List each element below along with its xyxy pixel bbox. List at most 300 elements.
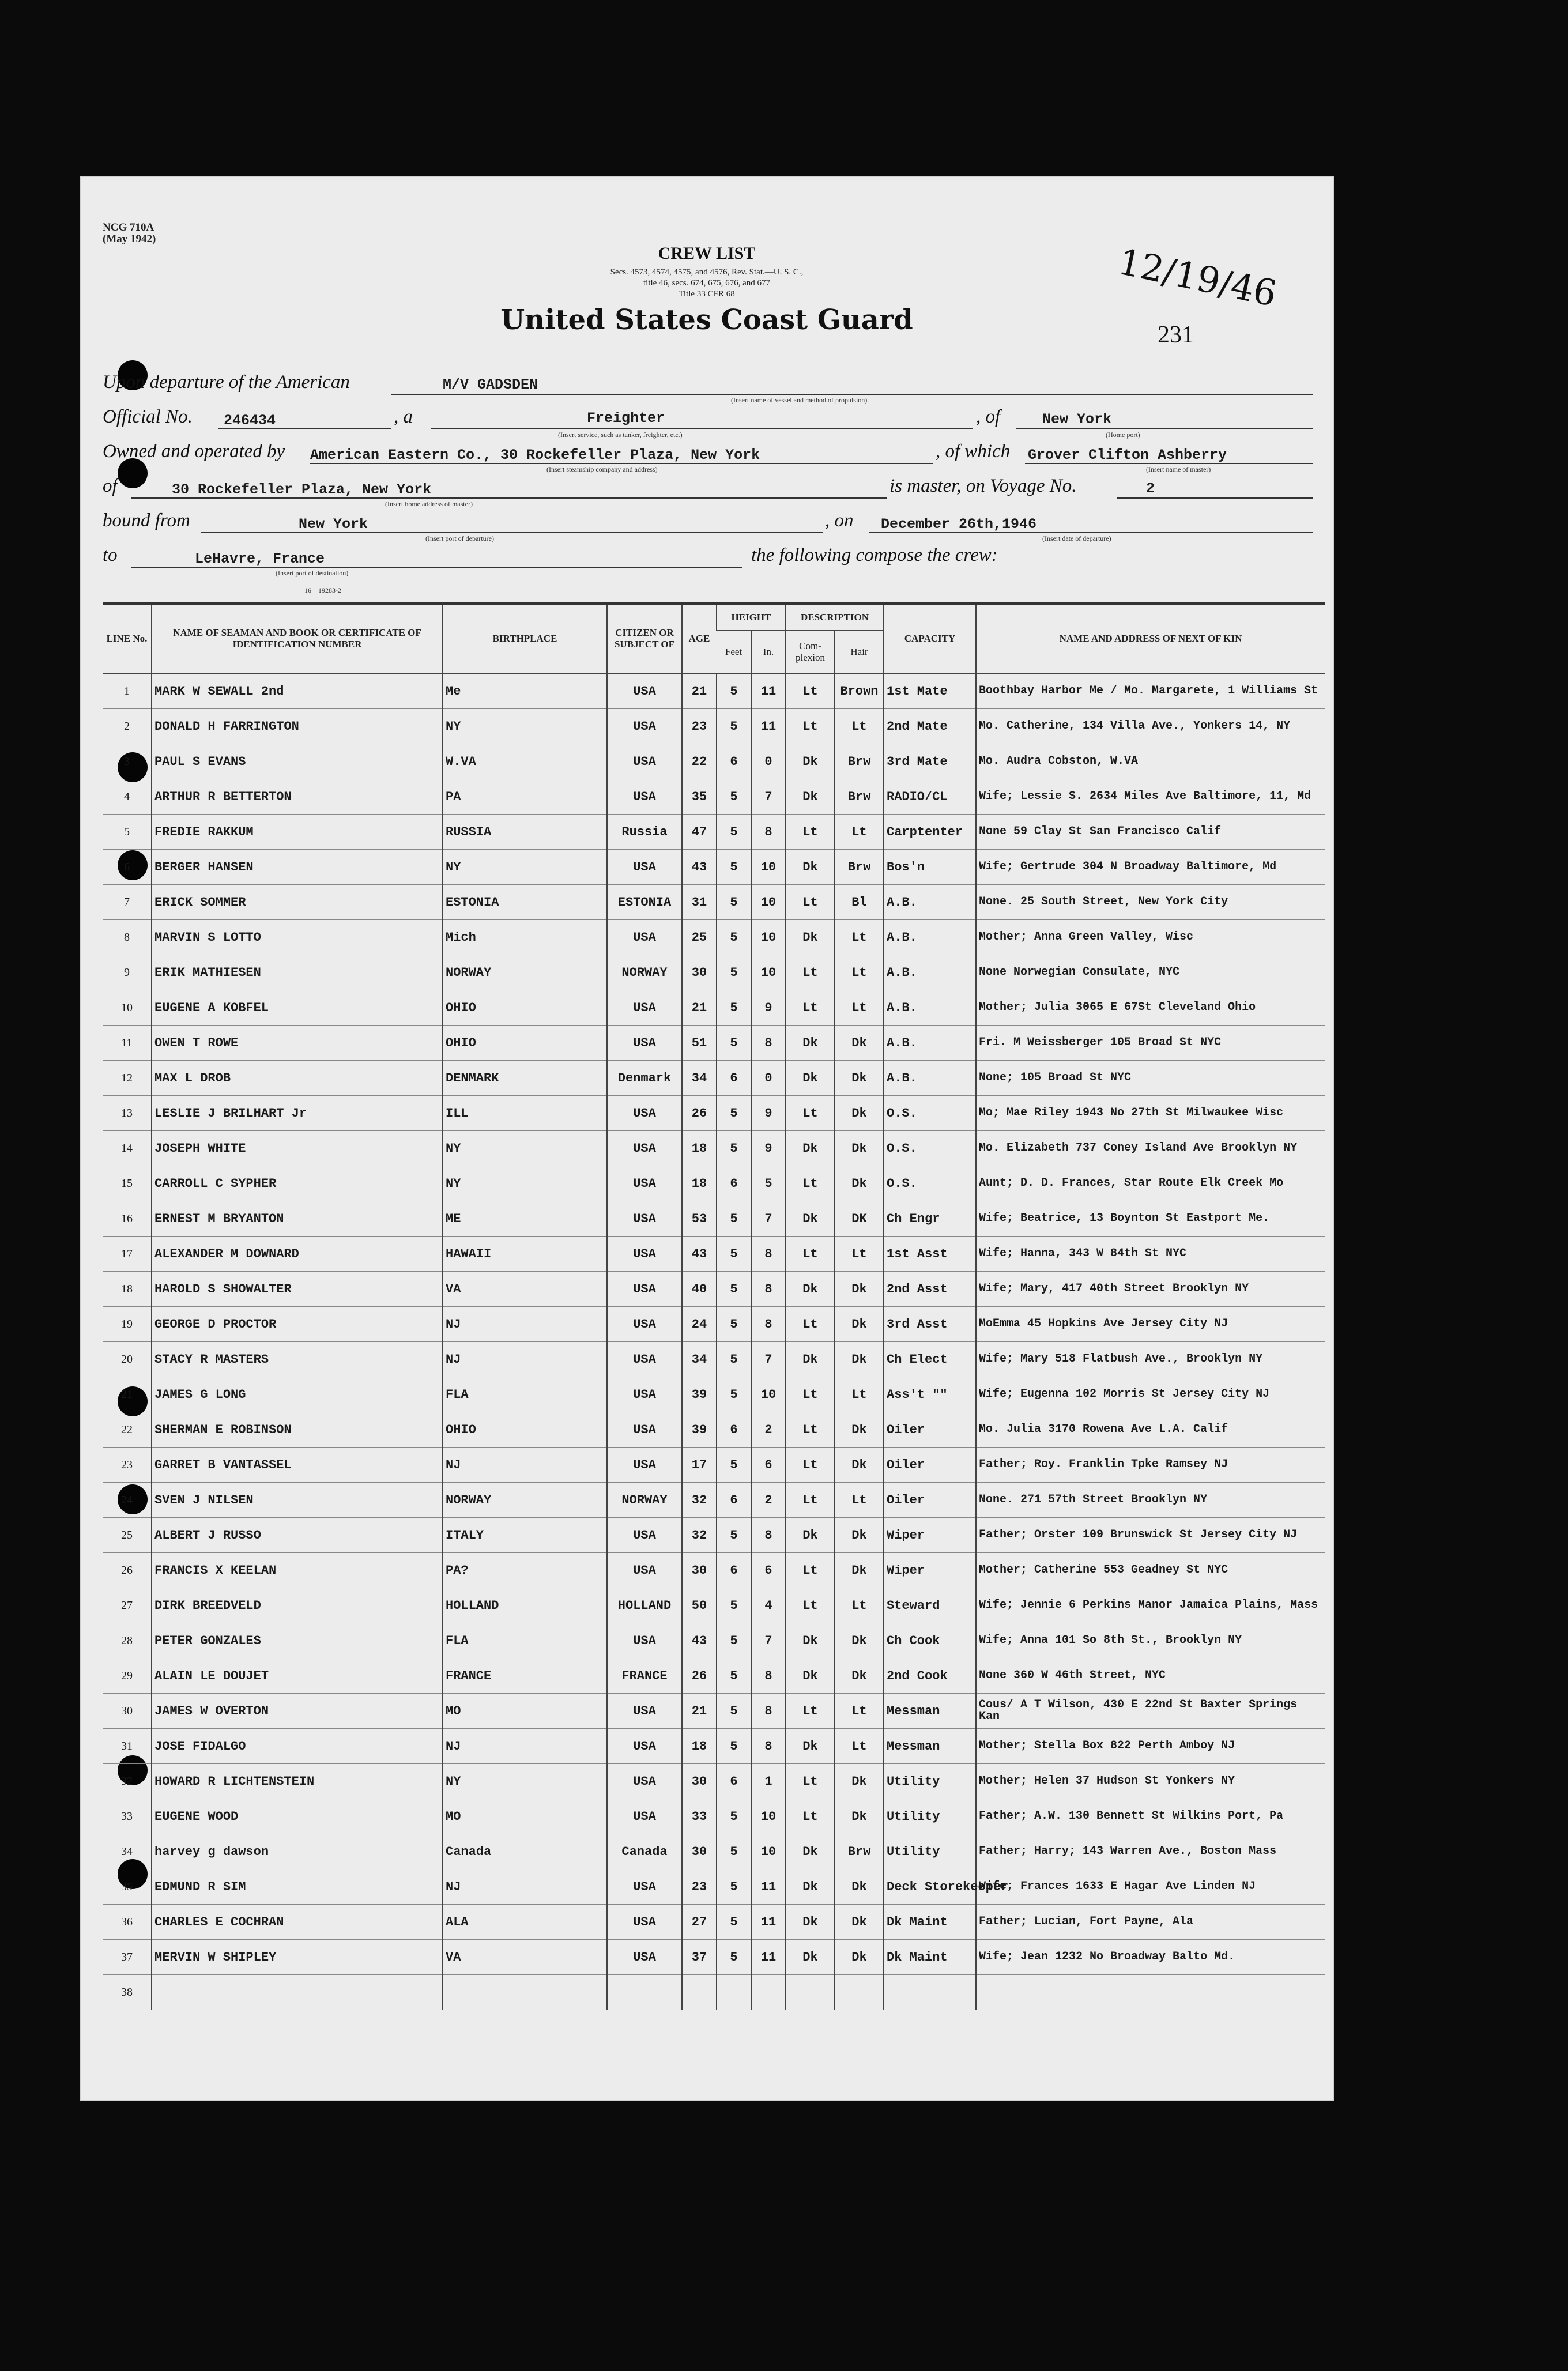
departure-port-line bbox=[201, 532, 823, 533]
a-label: , a bbox=[394, 406, 413, 427]
crew-citizen-cell: USA bbox=[607, 1166, 682, 1201]
crew-hair-cell: Lt bbox=[835, 1237, 884, 1272]
crew-complexion-cell: Dk bbox=[786, 1272, 835, 1307]
crew-birthplace-cell: Mich bbox=[443, 920, 607, 955]
crew-kin-cell: Wife; Gertrude 304 N Broadway Baltimore, Md bbox=[976, 850, 1325, 885]
crew-birthplace-cell: ITALY bbox=[443, 1518, 607, 1553]
crew-row bbox=[103, 1166, 1325, 1201]
crew-hair-cell: Bl bbox=[835, 885, 884, 920]
crew-age-cell: 47 bbox=[682, 815, 717, 850]
crew-name-cell: CARROLL C SYPHER bbox=[152, 1166, 443, 1201]
crew-citizen-cell: USA bbox=[607, 1096, 682, 1131]
crew-kin-cell: Boothbay Harbor Me / Mo. Margarete, 1 Williams St bbox=[976, 673, 1325, 709]
crew-no-cell: 13 bbox=[103, 1096, 152, 1131]
statute-line: title 46, secs. 674, 675, 676, and 677 bbox=[643, 278, 770, 288]
crew-complexion-cell: Dk bbox=[786, 850, 835, 885]
crew-age-cell: 37 bbox=[682, 1940, 717, 1975]
crew-capacity-cell: Utility bbox=[884, 1799, 976, 1834]
crew-age-cell: 27 bbox=[682, 1905, 717, 1940]
crew-name-cell bbox=[152, 1975, 443, 2010]
crew-row bbox=[103, 673, 1325, 709]
crew-name-cell: MARVIN S LOTTO bbox=[152, 920, 443, 955]
crew-no-cell: 38 bbox=[103, 1975, 152, 2010]
crew-row bbox=[103, 1658, 1325, 1694]
crew-row bbox=[103, 1026, 1325, 1061]
crew-ft-cell: 5 bbox=[717, 1377, 751, 1412]
crew-kin-cell: Wife; Mary, 417 40th Street Brooklyn NY bbox=[976, 1272, 1325, 1307]
punch-hole bbox=[118, 458, 148, 488]
crew-birthplace-cell: HOLLAND bbox=[443, 1588, 607, 1623]
crew-kin-cell: Wife; Mary 518 Flatbush Ave., Brooklyn NY bbox=[976, 1342, 1325, 1377]
crew-kin-cell: Wife; Jennie 6 Perkins Manor Jamaica Plains, Mass bbox=[976, 1588, 1325, 1623]
crew-birthplace-cell: NJ bbox=[443, 1869, 607, 1905]
master-address: 30 Rockefeller Plaza, New York bbox=[172, 481, 432, 498]
crew-kin-cell: Mother; Julia 3065 E 67St Cleveland Ohio bbox=[976, 990, 1325, 1026]
crew-hair-cell: Lt bbox=[835, 709, 884, 744]
crew-no-cell: 17 bbox=[103, 1237, 152, 1272]
crew-citizen-cell: USA bbox=[607, 1272, 682, 1307]
crew-citizen-cell: USA bbox=[607, 673, 682, 709]
crew-citizen-cell: Canada bbox=[607, 1834, 682, 1869]
crew-row bbox=[103, 744, 1325, 779]
crew-capacity-cell: Ass't "" bbox=[884, 1377, 976, 1412]
crew-complexion-cell: Lt bbox=[786, 673, 835, 709]
crew-in-cell: 8 bbox=[751, 1026, 786, 1061]
master-name: Grover Clifton Ashberry bbox=[1028, 447, 1227, 463]
crew-age-cell: 26 bbox=[682, 1658, 717, 1694]
crew-capacity-cell: Oiler bbox=[884, 1448, 976, 1483]
crew-name-cell: ALAIN LE DOUJET bbox=[152, 1658, 443, 1694]
crew-ft-cell: 5 bbox=[717, 1026, 751, 1061]
crew-ft-cell: 6 bbox=[717, 1166, 751, 1201]
crew-capacity-cell: 2nd Mate bbox=[884, 709, 976, 744]
owner-caption: (Insert steamship company and address) bbox=[546, 465, 658, 473]
crew-age-cell: 25 bbox=[682, 920, 717, 955]
crew-name-cell: DIRK BREEDVELD bbox=[152, 1588, 443, 1623]
crew-hair-cell: Brw bbox=[835, 850, 884, 885]
to-label: to bbox=[103, 545, 118, 566]
crew-kin-cell: None; 105 Broad St NYC bbox=[976, 1061, 1325, 1096]
crew-citizen-cell: USA bbox=[607, 1026, 682, 1061]
crew-name-cell: harvey g dawson bbox=[152, 1834, 443, 1869]
handwritten-date: 12/19/46 bbox=[1114, 240, 1281, 315]
crew-in-cell: 8 bbox=[751, 1729, 786, 1764]
crew-no-cell: 14 bbox=[103, 1131, 152, 1166]
form-number: NCG 710A (May 1942) bbox=[103, 221, 156, 245]
crew-kin-cell: Wife; Beatrice, 13 Boynton St Eastport Me. bbox=[976, 1201, 1325, 1237]
agency-title: United States Coast Guard bbox=[500, 304, 913, 336]
crew-row bbox=[103, 1096, 1325, 1131]
crew-birthplace-cell: ESTONIA bbox=[443, 885, 607, 920]
crew-capacity-cell: O.S. bbox=[884, 1096, 976, 1131]
crew-complexion-cell: Lt bbox=[786, 1412, 835, 1448]
crew-no-cell: 25 bbox=[103, 1518, 152, 1553]
crew-name-cell: OWEN T ROWE bbox=[152, 1026, 443, 1061]
crew-kin-cell: None 59 Clay St San Francisco Calif bbox=[976, 815, 1325, 850]
crew-capacity-cell: A.B. bbox=[884, 955, 976, 990]
crew-birthplace-cell: FLA bbox=[443, 1623, 607, 1658]
crew-row bbox=[103, 1342, 1325, 1377]
crew-kin-cell: Father; Roy. Franklin Tpke Ramsey NJ bbox=[976, 1448, 1325, 1483]
crew-complexion-cell: Lt bbox=[786, 1237, 835, 1272]
crew-ft-cell: 5 bbox=[717, 1131, 751, 1166]
crew-birthplace-cell bbox=[443, 1975, 607, 2010]
crew-citizen-cell: USA bbox=[607, 920, 682, 955]
crew-capacity-cell: Wiper bbox=[884, 1553, 976, 1588]
crew-age-cell: 40 bbox=[682, 1272, 717, 1307]
crew-ft-cell: 5 bbox=[717, 1694, 751, 1729]
crew-name-cell: ARTHUR R BETTERTON bbox=[152, 779, 443, 815]
crew-ft-cell: 5 bbox=[717, 1940, 751, 1975]
crew-citizen-cell: USA bbox=[607, 1694, 682, 1729]
departure-date: December 26th,1946 bbox=[881, 516, 1037, 533]
crew-row bbox=[103, 1694, 1325, 1729]
crew-kin-cell bbox=[976, 1975, 1325, 2010]
crew-age-cell: 30 bbox=[682, 1553, 717, 1588]
service-line bbox=[431, 428, 973, 429]
crew-complexion-cell: Dk bbox=[786, 779, 835, 815]
crew-capacity-cell: Ch Engr bbox=[884, 1201, 976, 1237]
crew-hair-cell: Dk bbox=[835, 1869, 884, 1905]
col-kin: NAME AND ADDRESS OF NEXT OF KIN bbox=[976, 604, 1325, 673]
crew-no-cell: 30 bbox=[103, 1694, 152, 1729]
crew-hair-cell: Lt bbox=[835, 1588, 884, 1623]
crew-name-cell: MARK W SEWALL 2nd bbox=[152, 673, 443, 709]
crew-birthplace-cell: OHIO bbox=[443, 990, 607, 1026]
crew-no-cell: 24 bbox=[103, 1483, 152, 1518]
crew-age-cell: 43 bbox=[682, 1623, 717, 1658]
crew-ft-cell: 5 bbox=[717, 709, 751, 744]
crew-name-cell: FRANCIS X KEELAN bbox=[152, 1553, 443, 1588]
crew-name-cell: ERNEST M BRYANTON bbox=[152, 1201, 443, 1237]
crew-kin-cell: Wife; Frances 1633 E Hagar Ave Linden NJ bbox=[976, 1869, 1325, 1905]
crew-birthplace-cell: HAWAII bbox=[443, 1237, 607, 1272]
master-caption: (Insert name of master) bbox=[1146, 465, 1211, 473]
crew-no-cell: 10 bbox=[103, 990, 152, 1026]
crew-name-cell: EDMUND R SIM bbox=[152, 1869, 443, 1905]
crew-birthplace-cell: PA bbox=[443, 779, 607, 815]
crew-ft-cell: 5 bbox=[717, 1307, 751, 1342]
on-label: , on bbox=[825, 510, 854, 531]
crew-row bbox=[103, 1799, 1325, 1834]
col-citizen: CITIZEN OR SUBJECT OF bbox=[607, 604, 682, 673]
crew-no-cell: 36 bbox=[103, 1905, 152, 1940]
voyage-number: 2 bbox=[1146, 480, 1155, 497]
crew-ft-cell: 5 bbox=[717, 850, 751, 885]
crew-name-cell: CHARLES E COCHRAN bbox=[152, 1905, 443, 1940]
crew-in-cell: 8 bbox=[751, 1694, 786, 1729]
crew-name-cell: STACY R MASTERS bbox=[152, 1342, 443, 1377]
crew-complexion-cell: Lt bbox=[786, 990, 835, 1026]
destination-caption: (Insert port of destination) bbox=[276, 569, 349, 577]
crew-capacity-cell: RADIO/CL bbox=[884, 779, 976, 815]
crew-no-cell: 19 bbox=[103, 1307, 152, 1342]
crew-ft-cell: 5 bbox=[717, 1834, 751, 1869]
crew-no-cell: 15 bbox=[103, 1166, 152, 1201]
crew-age-cell: 39 bbox=[682, 1412, 717, 1448]
crew-capacity-cell: Ch Elect bbox=[884, 1342, 976, 1377]
crew-age-cell: 21 bbox=[682, 673, 717, 709]
crew-ft-cell bbox=[717, 1975, 751, 2010]
crew-citizen-cell: ESTONIA bbox=[607, 885, 682, 920]
crew-complexion-cell: Dk bbox=[786, 1342, 835, 1377]
crew-name-cell: ALEXANDER M DOWNARD bbox=[152, 1237, 443, 1272]
crew-kin-cell: MoEmma 45 Hopkins Ave Jersey City NJ bbox=[976, 1307, 1325, 1342]
crew-complexion-cell: Dk bbox=[786, 1834, 835, 1869]
crew-age-cell: 30 bbox=[682, 955, 717, 990]
crew-hair-cell: Lt bbox=[835, 1729, 884, 1764]
crew-in-cell: 6 bbox=[751, 1448, 786, 1483]
crew-in-cell: 11 bbox=[751, 1905, 786, 1940]
crew-row bbox=[103, 1553, 1325, 1588]
crew-ft-cell: 5 bbox=[717, 1588, 751, 1623]
crew-row bbox=[103, 709, 1325, 744]
crew-kin-cell: Father; Orster 109 Brunswick St Jersey City NJ bbox=[976, 1518, 1325, 1553]
departure-port: New York bbox=[299, 516, 368, 533]
crew-kin-cell: Wife; Hanna, 343 W 84th St NYC bbox=[976, 1237, 1325, 1272]
crew-no-cell: 16 bbox=[103, 1201, 152, 1237]
crew-complexion-cell: Dk bbox=[786, 1658, 835, 1694]
destination-port: LeHavre, France bbox=[195, 551, 325, 567]
crew-capacity-cell: Utility bbox=[884, 1834, 976, 1869]
crew-table bbox=[103, 602, 1325, 2010]
crew-citizen-cell: USA bbox=[607, 779, 682, 815]
crew-capacity-cell: Utility bbox=[884, 1764, 976, 1799]
crew-complexion-cell: Dk bbox=[786, 920, 835, 955]
crew-row bbox=[103, 1412, 1325, 1448]
crew-age-cell: 17 bbox=[682, 1448, 717, 1483]
crew-citizen-cell: USA bbox=[607, 1342, 682, 1377]
crew-kin-cell: Wife; Lessie S. 2634 Miles Ave Baltimore, 11, Md bbox=[976, 779, 1325, 815]
page-number: 231 bbox=[1158, 322, 1194, 348]
crew-no-cell: 26 bbox=[103, 1553, 152, 1588]
crew-complexion-cell: Lt bbox=[786, 1799, 835, 1834]
crew-ft-cell: 6 bbox=[717, 744, 751, 779]
crew-capacity-cell: Carptenter bbox=[884, 815, 976, 850]
crew-birthplace-cell: NORWAY bbox=[443, 1483, 607, 1518]
crew-row bbox=[103, 1588, 1325, 1623]
crew-hair-cell: Dk bbox=[835, 1553, 884, 1588]
crew-hair-cell: Dk bbox=[835, 1307, 884, 1342]
crew-age-cell: 30 bbox=[682, 1834, 717, 1869]
crew-birthplace-cell: Canada bbox=[443, 1834, 607, 1869]
crew-ft-cell: 5 bbox=[717, 1799, 751, 1834]
crew-age-cell bbox=[682, 1975, 717, 2010]
crew-row bbox=[103, 920, 1325, 955]
crew-capacity-cell: 2nd Cook bbox=[884, 1658, 976, 1694]
crew-birthplace-cell: NJ bbox=[443, 1342, 607, 1377]
crew-kin-cell: Father; Harry; 143 Warren Ave., Boston Mass bbox=[976, 1834, 1325, 1869]
col-capacity: CAPACITY bbox=[884, 604, 976, 673]
crew-complexion-cell: Lt bbox=[786, 1553, 835, 1588]
crew-hair-cell: Brw bbox=[835, 779, 884, 815]
crew-birthplace-cell: NJ bbox=[443, 1307, 607, 1342]
crew-citizen-cell: NORWAY bbox=[607, 955, 682, 990]
crew-no-cell: 22 bbox=[103, 1412, 152, 1448]
crew-complexion-cell: Dk bbox=[786, 1061, 835, 1096]
crew-ft-cell: 5 bbox=[717, 920, 751, 955]
crew-name-cell: JOSEPH WHITE bbox=[152, 1131, 443, 1166]
crew-citizen-cell: USA bbox=[607, 1237, 682, 1272]
crew-no-cell: 9 bbox=[103, 955, 152, 990]
crew-in-cell: 7 bbox=[751, 1342, 786, 1377]
crew-hair-cell: Dk bbox=[835, 1272, 884, 1307]
crew-in-cell: 9 bbox=[751, 990, 786, 1026]
crew-age-cell: 22 bbox=[682, 744, 717, 779]
col-birthplace: BIRTHPLACE bbox=[443, 604, 607, 673]
crew-hair-cell: Lt bbox=[835, 920, 884, 955]
crew-ft-cell: 5 bbox=[717, 1448, 751, 1483]
crew-capacity-cell: 3rd Mate bbox=[884, 744, 976, 779]
crew-row bbox=[103, 1201, 1325, 1237]
crew-capacity-cell: Steward bbox=[884, 1588, 976, 1623]
col-description: DESCRIPTION bbox=[786, 604, 884, 631]
crew-kin-cell: Wife; Jean 1232 No Broadway Balto Md. bbox=[976, 1940, 1325, 1975]
crew-row bbox=[103, 1518, 1325, 1553]
crew-capacity-cell: Deck Storekeeper bbox=[884, 1869, 976, 1905]
crew-name-cell: DONALD H FARRINGTON bbox=[152, 709, 443, 744]
crew-name-cell: SVEN J NILSEN bbox=[152, 1483, 443, 1518]
crew-row bbox=[103, 990, 1325, 1026]
crew-capacity-cell: A.B. bbox=[884, 990, 976, 1026]
crew-hair-cell: Brown bbox=[835, 673, 884, 709]
crew-row bbox=[103, 1307, 1325, 1342]
crew-no-cell: 31 bbox=[103, 1729, 152, 1764]
crew-in-cell: 4 bbox=[751, 1588, 786, 1623]
crew-hair-cell: Dk bbox=[835, 1096, 884, 1131]
crew-row bbox=[103, 1975, 1325, 2010]
crew-complexion-cell: Dk bbox=[786, 1940, 835, 1975]
crew-kin-cell: Mo; Mae Riley 1943 No 27th St Milwaukee Wisc bbox=[976, 1096, 1325, 1131]
crew-in-cell: 0 bbox=[751, 1061, 786, 1096]
crew-capacity-cell: Bos'n bbox=[884, 850, 976, 885]
crew-ft-cell: 5 bbox=[717, 815, 751, 850]
crew-name-cell: LESLIE J BRILHART Jr bbox=[152, 1096, 443, 1131]
crew-hair-cell: Dk bbox=[835, 1905, 884, 1940]
crew-hair-cell: Dk bbox=[835, 1623, 884, 1658]
of-which-label: , of which bbox=[936, 441, 1011, 462]
crew-birthplace-cell: FLA bbox=[443, 1377, 607, 1412]
crew-name-cell: PETER GONZALES bbox=[152, 1623, 443, 1658]
crew-citizen-cell bbox=[607, 1975, 682, 2010]
crew-citizen-cell: USA bbox=[607, 1869, 682, 1905]
crew-citizen-cell: USA bbox=[607, 850, 682, 885]
crew-row bbox=[103, 1377, 1325, 1412]
crew-capacity-cell: 1st Mate bbox=[884, 673, 976, 709]
crew-complexion-cell: Lt bbox=[786, 1166, 835, 1201]
crew-no-cell: 6 bbox=[103, 850, 152, 885]
crew-citizen-cell: USA bbox=[607, 1448, 682, 1483]
crew-no-cell: 11 bbox=[103, 1026, 152, 1061]
crew-row bbox=[103, 1272, 1325, 1307]
bound-from-label: bound from bbox=[103, 510, 190, 531]
crew-complexion-cell: Dk bbox=[786, 1131, 835, 1166]
crew-name-cell: GEORGE D PROCTOR bbox=[152, 1307, 443, 1342]
crew-kin-cell: Cous/ A T Wilson, 430 E 22nd St Baxter Springs Kan bbox=[976, 1694, 1325, 1729]
crew-complexion-cell: Lt bbox=[786, 1764, 835, 1799]
crew-ft-cell: 5 bbox=[717, 1342, 751, 1377]
crew-capacity-cell: Oiler bbox=[884, 1483, 976, 1518]
crew-age-cell: 34 bbox=[682, 1061, 717, 1096]
crew-name-cell: ERICK SOMMER bbox=[152, 885, 443, 920]
crew-kin-cell: Wife; Eugenna 102 Morris St Jersey City NJ bbox=[976, 1377, 1325, 1412]
crew-hair-cell: Lt bbox=[835, 955, 884, 990]
crew-row bbox=[103, 1237, 1325, 1272]
crew-hair-cell: Dk bbox=[835, 1131, 884, 1166]
col-age: AGE bbox=[682, 604, 717, 673]
crew-ft-cell: 5 bbox=[717, 1729, 751, 1764]
crew-birthplace-cell: VA bbox=[443, 1272, 607, 1307]
crew-hair-cell: Dk bbox=[835, 1940, 884, 1975]
crew-ft-cell: 5 bbox=[717, 1201, 751, 1237]
crew-age-cell: 18 bbox=[682, 1131, 717, 1166]
crew-birthplace-cell: MO bbox=[443, 1694, 607, 1729]
crew-age-cell: 35 bbox=[682, 779, 717, 815]
crew-name-cell: PAUL S EVANS bbox=[152, 744, 443, 779]
crew-no-cell: 1 bbox=[103, 673, 152, 709]
crew-row bbox=[103, 1869, 1325, 1905]
crew-hair-cell: Brw bbox=[835, 744, 884, 779]
crew-name-cell: FREDIE RAKKUM bbox=[152, 815, 443, 850]
crew-complexion-cell: Dk bbox=[786, 1869, 835, 1905]
crew-complexion-cell bbox=[786, 1975, 835, 2010]
crew-kin-cell: None. 271 57th Street Brooklyn NY bbox=[976, 1483, 1325, 1518]
crew-kin-cell: Aunt; D. D. Frances, Star Route Elk Creek Mo bbox=[976, 1166, 1325, 1201]
crew-ft-cell: 5 bbox=[717, 779, 751, 815]
crew-hair-cell: Dk bbox=[835, 1658, 884, 1694]
col-hair: Hair bbox=[835, 631, 884, 673]
crew-ft-cell: 5 bbox=[717, 1272, 751, 1307]
crew-row bbox=[103, 779, 1325, 815]
crew-citizen-cell: USA bbox=[607, 1623, 682, 1658]
crew-citizen-cell: USA bbox=[607, 1553, 682, 1588]
crew-capacity-cell: Dk Maint bbox=[884, 1905, 976, 1940]
crew-in-cell: 9 bbox=[751, 1096, 786, 1131]
home-port: New York bbox=[1042, 411, 1112, 428]
crew-citizen-cell: USA bbox=[607, 1131, 682, 1166]
crew-capacity-cell: O.S. bbox=[884, 1131, 976, 1166]
crew-kin-cell: Mother; Helen 37 Hudson St Yonkers NY bbox=[976, 1764, 1325, 1799]
crew-hair-cell: Dk bbox=[835, 1026, 884, 1061]
crew-name-cell: GARRET B VANTASSEL bbox=[152, 1448, 443, 1483]
crew-age-cell: 24 bbox=[682, 1307, 717, 1342]
crew-row bbox=[103, 955, 1325, 990]
crew-row bbox=[103, 885, 1325, 920]
crew-hair-cell: Lt bbox=[835, 1377, 884, 1412]
crew-in-cell: 7 bbox=[751, 1201, 786, 1237]
crew-age-cell: 50 bbox=[682, 1588, 717, 1623]
crew-ft-cell: 5 bbox=[717, 990, 751, 1026]
vessel-name: M/V GADSDEN bbox=[443, 376, 538, 393]
crew-capacity-cell: A.B. bbox=[884, 920, 976, 955]
crew-hair-cell: Dk bbox=[835, 1518, 884, 1553]
crew-ft-cell: 6 bbox=[717, 1764, 751, 1799]
crew-birthplace-cell: ILL bbox=[443, 1096, 607, 1131]
crew-citizen-cell: NORWAY bbox=[607, 1483, 682, 1518]
crew-no-cell: 21 bbox=[103, 1377, 152, 1412]
crew-in-cell: 10 bbox=[751, 1834, 786, 1869]
official-no-label: Official No. bbox=[103, 406, 193, 427]
crew-kin-cell: None Norwegian Consulate, NYC bbox=[976, 955, 1325, 990]
crew-no-cell: 8 bbox=[103, 920, 152, 955]
crew-ft-cell: 5 bbox=[717, 1096, 751, 1131]
crew-citizen-cell: USA bbox=[607, 1799, 682, 1834]
crew-kin-cell: Mo. Audra Cobston, W.VA bbox=[976, 744, 1325, 779]
crew-no-cell: 27 bbox=[103, 1588, 152, 1623]
crew-birthplace-cell: ALA bbox=[443, 1905, 607, 1940]
crew-kin-cell: Mother; Anna Green Valley, Wisc bbox=[976, 920, 1325, 955]
crew-in-cell: 8 bbox=[751, 1307, 786, 1342]
